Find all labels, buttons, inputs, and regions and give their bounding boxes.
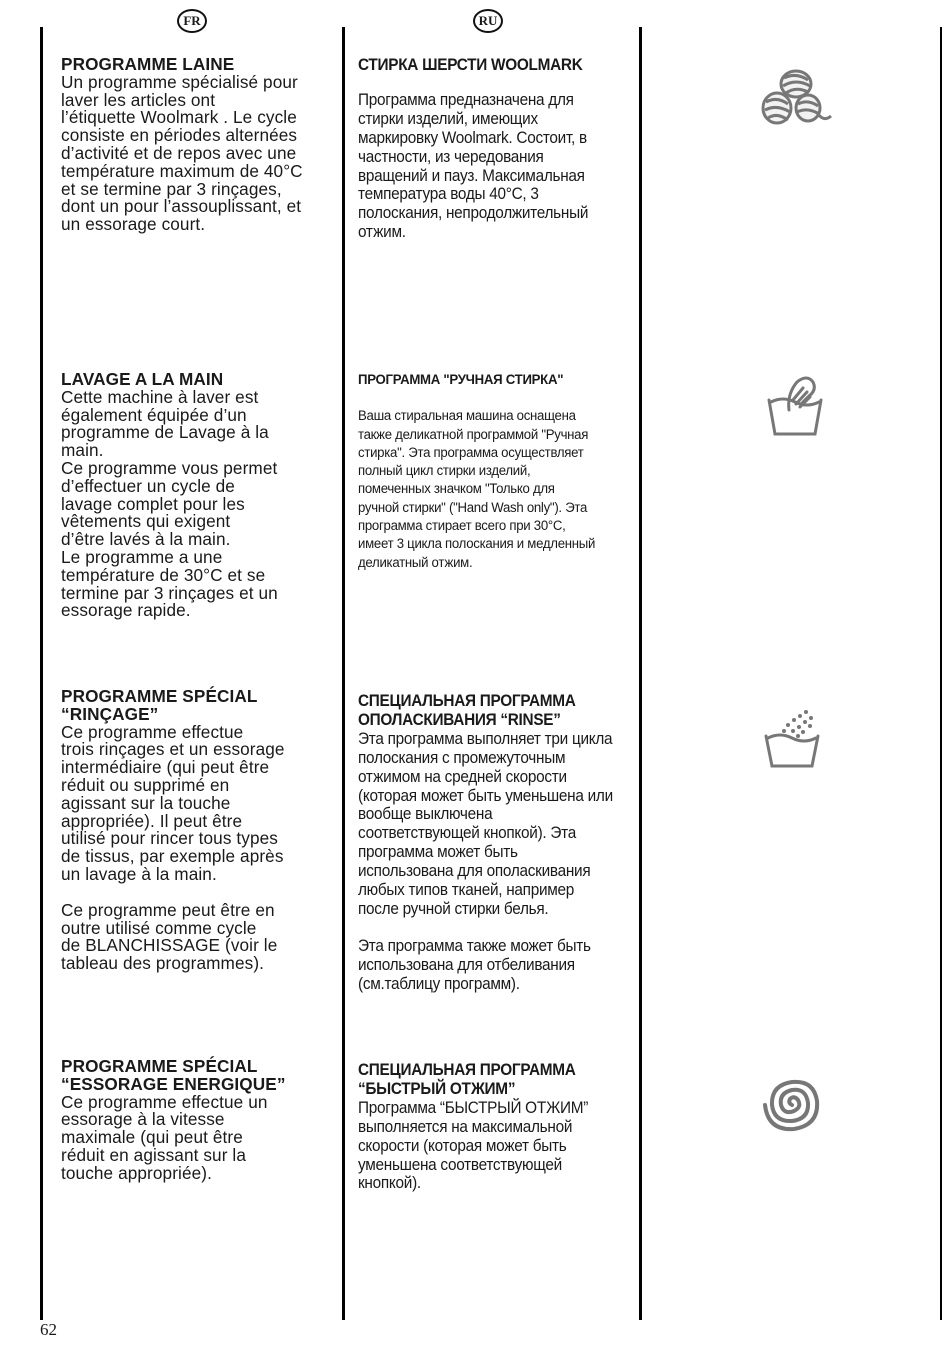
spin-icon	[762, 1073, 822, 1133]
text-line: dont un pour l’assouplissant, et	[61, 196, 302, 217]
ru-handwash-title: ПРОГРАММА "РУЧНАЯ СТИРКА"	[358, 372, 564, 388]
fr-spin-title	[61, 1058, 333, 1094]
ru-spin-body	[358, 1099, 632, 1194]
title-line: ОПОЛАСКИВАНИЯ “RINSE”	[358, 710, 561, 729]
text-line: кнопкой).	[358, 1174, 421, 1193]
text-line: полный цикл стирки изделий,	[358, 463, 531, 480]
text-line: стирка". Эта программа осуществляет	[358, 444, 584, 461]
ru-wool-title: СТИРКА ШЕРСТИ WOOLMARK	[358, 56, 583, 74]
text-line: également équipée d’un	[61, 404, 247, 425]
title-line: “RINÇAGE”	[61, 703, 159, 724]
text-line: un lavage à la main.	[61, 863, 217, 884]
fr-rinse-body	[61, 721, 333, 884]
wool-skein-icon	[758, 64, 834, 132]
text-line: помеченных значком "Только для	[358, 481, 555, 498]
text-line: (см.таблицу программ).	[358, 974, 520, 993]
ru-spin-section	[358, 1061, 632, 1193]
text-line: вообще выключена	[358, 805, 493, 824]
text-line: Ваша стиральная машина оснащена	[358, 408, 576, 425]
text-line: стирки изделий, имеющих	[358, 109, 538, 128]
text-line: température de 30°C et se	[61, 564, 266, 585]
text-line: полоскания с промежуточным	[358, 748, 566, 767]
text-line: полоскания, непродолжительный	[358, 204, 589, 223]
fr-wool-body	[61, 71, 333, 235]
text-line: outre utilisé comme cycle	[61, 917, 257, 938]
text-line: d’effectuer un cycle de	[61, 475, 235, 496]
text-line: l’étiquette Woolmark . Le cycle	[61, 107, 297, 128]
text-line: laver les articles ont	[61, 89, 216, 110]
text-line: intermédiaire (qui peut être	[61, 757, 270, 778]
text-line: соответствующей кнопкой). Эта	[358, 824, 576, 843]
ru-spin-title	[358, 1061, 632, 1099]
text-line: скорости (которая может быть	[358, 1136, 567, 1155]
text-line: Программа предназначена для	[358, 90, 574, 109]
text-line: appropriée). Il peut être	[61, 810, 243, 831]
text-line: de BLANCHISSAGE (voir le	[61, 935, 278, 956]
title-line: PROGRAMME SPÉCIAL	[61, 1056, 258, 1076]
page-number: 62	[40, 1320, 57, 1339]
text-line: использована для отбеливания	[358, 955, 575, 974]
fr-spin-section	[61, 1058, 333, 1183]
lang-badge-fr: FR	[177, 9, 207, 33]
text-line: trois rinçages et un essorage	[61, 739, 285, 760]
text-line: Ce programme effectue	[61, 721, 244, 742]
text-line: также деликатной программой "Ручная	[358, 426, 589, 443]
text-line: tableau des programmes).	[61, 953, 265, 974]
text-line: agissant sur la touche	[61, 792, 231, 813]
text-line: любых типов тканей, например	[358, 881, 575, 900]
text-line: уменьшена соответствующей	[358, 1155, 562, 1174]
text-line: ручной стирки" ("Hand Wash only"). Эта	[358, 499, 588, 516]
page-edge-rule	[940, 27, 942, 1320]
fr-rinse-body-2	[61, 899, 333, 974]
text-line: вращений и пауз. Максимальная	[358, 166, 585, 185]
ru-rinse-section	[358, 692, 632, 994]
fr-rinse-title	[61, 688, 333, 724]
ru-handwash-section	[358, 371, 632, 572]
text-line: programme de Lavage à la	[61, 422, 269, 443]
text-line: vêtements qui exigent	[61, 511, 231, 532]
rinse-icon	[762, 706, 824, 770]
fr-handwash-title: LAVAGE A LA MAIN	[61, 369, 224, 389]
ru-rinse-body-2	[358, 937, 632, 994]
text-line: температура воды 40°С, 3	[358, 185, 539, 204]
text-line: отжимом на средней скорости	[358, 767, 567, 786]
text-line: réduit en agissant sur la	[61, 1144, 246, 1165]
text-line: température maximum de 40°C	[61, 160, 303, 181]
text-line: utilisé pour rincer tous types	[61, 828, 278, 849]
text-line: выполняется на максимальной	[358, 1117, 573, 1136]
ru-wool-body	[358, 91, 632, 242]
text-line: d’être lavés à la main.	[61, 529, 231, 550]
fr-wool-section	[61, 56, 333, 234]
text-line: Cette machine à laver est	[61, 386, 259, 407]
fr-spin-body	[61, 1091, 333, 1183]
text-line: маркировку Woolmark. Состоит, в	[358, 128, 587, 147]
hand-wash-icon	[765, 374, 825, 438]
text-line: Ce programme vous permet	[61, 457, 278, 478]
title-line: PROGRAMME SPÉCIAL	[61, 686, 258, 706]
text-line: de tissus, par exemple après	[61, 846, 284, 867]
text-line: Ce programme peut être en	[61, 899, 275, 920]
title-line: СПЕЦИАЛЬНАЯ ПРОГРАММА	[358, 692, 576, 710]
text-line: main.	[61, 440, 104, 461]
fr-rinse-section	[61, 688, 333, 973]
fr-handwash-body	[61, 386, 333, 621]
text-line: программа стирает всего при 30°С,	[358, 518, 566, 535]
text-line: termine par 3 rinçages et un	[61, 582, 278, 603]
text-line: d’activité et de repos avec une	[61, 142, 297, 163]
column-rule-middle	[342, 27, 345, 1320]
lang-badge-ru: RU	[473, 9, 503, 33]
text-line: отжим.	[358, 223, 406, 242]
text-line: деликатный отжим.	[358, 554, 473, 571]
text-line: un essorage court.	[61, 214, 206, 235]
text-line: Ce programme effectue un	[61, 1091, 268, 1112]
fr-wool-title: PROGRAMME LAINE	[61, 54, 235, 74]
ru-handwash-body	[358, 407, 632, 572]
text-line: Un programme spécialisé pour	[61, 71, 298, 92]
text-line: touche appropriée).	[61, 1162, 212, 1183]
title-line: СПЕЦИАЛЬНАЯ ПРОГРАММА	[358, 1061, 576, 1079]
fr-handwash-section	[61, 371, 333, 620]
text-line: использована для ополаскивания	[358, 862, 591, 881]
text-line: Эта программа выполняет три цикла	[358, 729, 613, 748]
title-line: “БЫСТРЫЙ ОТЖИМ”	[358, 1079, 516, 1098]
text-line: maximale (qui peut être	[61, 1127, 243, 1148]
text-line: частности, из чередования	[358, 147, 544, 166]
column-rule-right	[639, 27, 642, 1320]
ru-wool-section	[358, 56, 632, 242]
text-line: Le programme a une	[61, 546, 223, 567]
text-line: essorage rapide.	[61, 600, 191, 621]
text-line: essorage à la vitesse	[61, 1109, 225, 1130]
ru-rinse-title	[358, 692, 632, 730]
text-line: consiste en périodes alternées	[61, 125, 298, 146]
text-line: (которая может быть уменьшена или	[358, 786, 613, 805]
text-line: имеет 3 цикла полоскания и медленный	[358, 536, 596, 553]
text-line: Программа “БЫСТРЫЙ ОТЖИМ”	[358, 1098, 589, 1117]
text-line: после ручной стирки белья.	[358, 899, 549, 918]
text-line: et se termine par 3 rinçages,	[61, 178, 282, 199]
title-line: “ESSORAGE ENERGIQUE”	[61, 1073, 286, 1094]
column-rule-left	[40, 27, 43, 1320]
text-line: программа может быть	[358, 843, 518, 862]
text-line: réduit ou supprimé en	[61, 774, 230, 795]
text-line: lavage complet pour les	[61, 493, 245, 514]
text-line: Эта программа также может быть	[358, 936, 591, 955]
ru-rinse-body	[358, 730, 632, 919]
